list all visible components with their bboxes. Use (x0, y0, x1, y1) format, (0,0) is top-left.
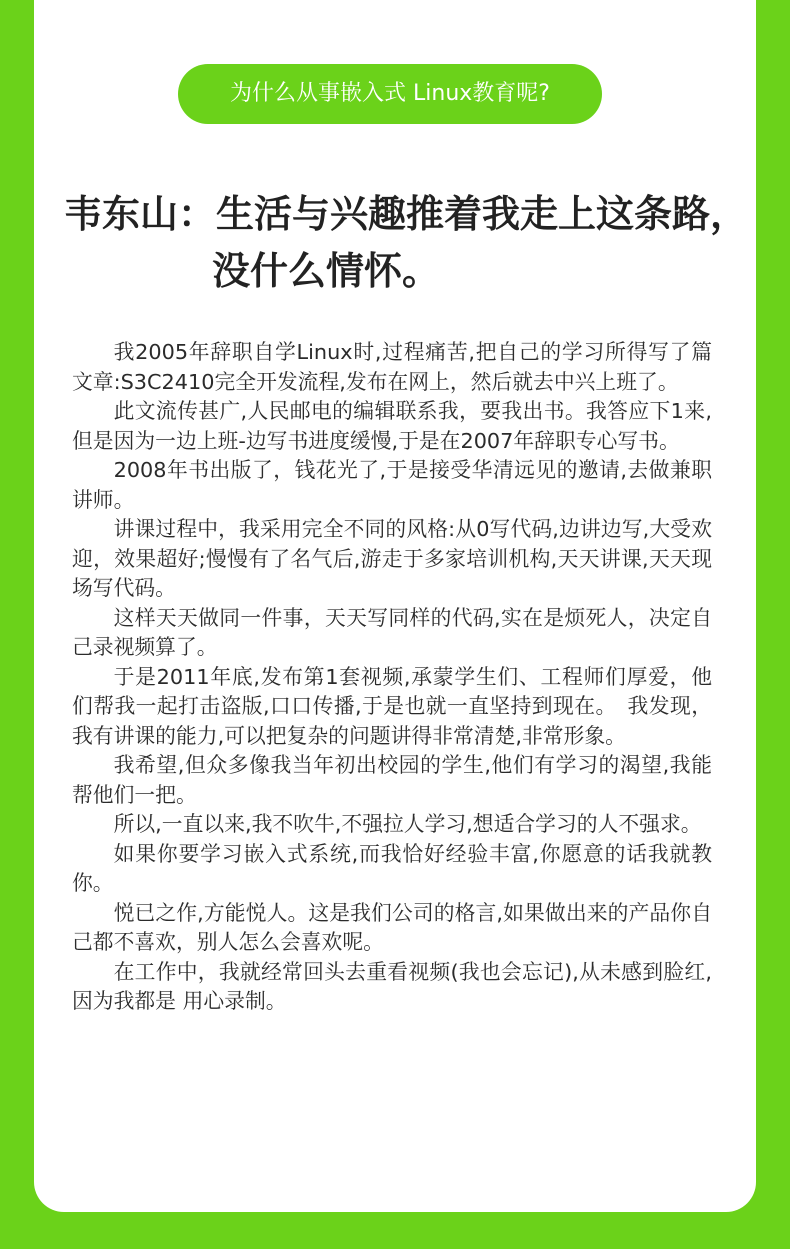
paragraph: 讲课过程中，我采用完全不同的风格:从0写代码,边讲边写,大受欢迎，效果超好;慢慢有了名气后,游走于多家培训机构,天天讲课,天天现场写代码。 (72, 517, 712, 600)
paragraph: 在工作中，我就经常回头去重看视频(我也会忘记),从未感到脸红,因为我都是 用心录制。 (72, 959, 712, 1013)
paragraph: 2008年书出版了，钱花光了,于是接受华清远见的邀请,去做兼职讲师。 (72, 458, 712, 512)
paragraph: 我希望,但众多像我当年初出校园的学生,他们有学习的渴望,我能帮他们一把。 (72, 753, 712, 807)
paragraph: 这样天天做同一件事，天天写同样的代码,实在是烦死人，决定自己录视频算了。 (72, 605, 712, 659)
content-card (34, 0, 756, 1212)
paragraph: 所以,一直以来,我不吹牛,不强拉人学习,想适合学习的人不强求。 (113, 812, 702, 836)
headline-line-1: 韦东山：生活与兴趣推着我走上这条路， (64, 192, 749, 236)
headline-line-2: 没什么情怀。 (212, 249, 441, 293)
paragraph: 于是2011年底,发布第1套视频,承蒙学生们、工程师们厚爱，他们帮我一起打击盗版,口口传播,于是也就一直坚持到现在。 我发现，我有讲课的能力,可以把复杂的问题讲得非常清楚,非常形象。 (72, 664, 712, 748)
paragraph: 悦已之作,方能悦人。这是我们公司的格言,如果做出来的产品你自己都不喜欢，别人怎么会喜欢呢。 (72, 900, 712, 954)
section-title-pill: 为什么从事嵌入式 Linux教育呢? (178, 64, 602, 124)
paragraph: 此文流传甚广,人民邮电的编辑联系我，要我出书。我答应下1来,但是因为一边上班-边写书进度缓慢,于是在2007年辞职专心写书。 (72, 399, 712, 453)
article-body (72, 338, 712, 1017)
paragraph: 我2005年辞职自学Linux时,过程痛苦,把自己的学习所得写了篇文章:S3C2410完全开发流程,发布在网上，然后就去中兴上班了。 (72, 340, 712, 394)
headline (34, 186, 756, 300)
paragraph: 如果你要学习嵌入式系统,而我恰好经验丰富,你愿意的话我就教你。 (72, 841, 712, 895)
